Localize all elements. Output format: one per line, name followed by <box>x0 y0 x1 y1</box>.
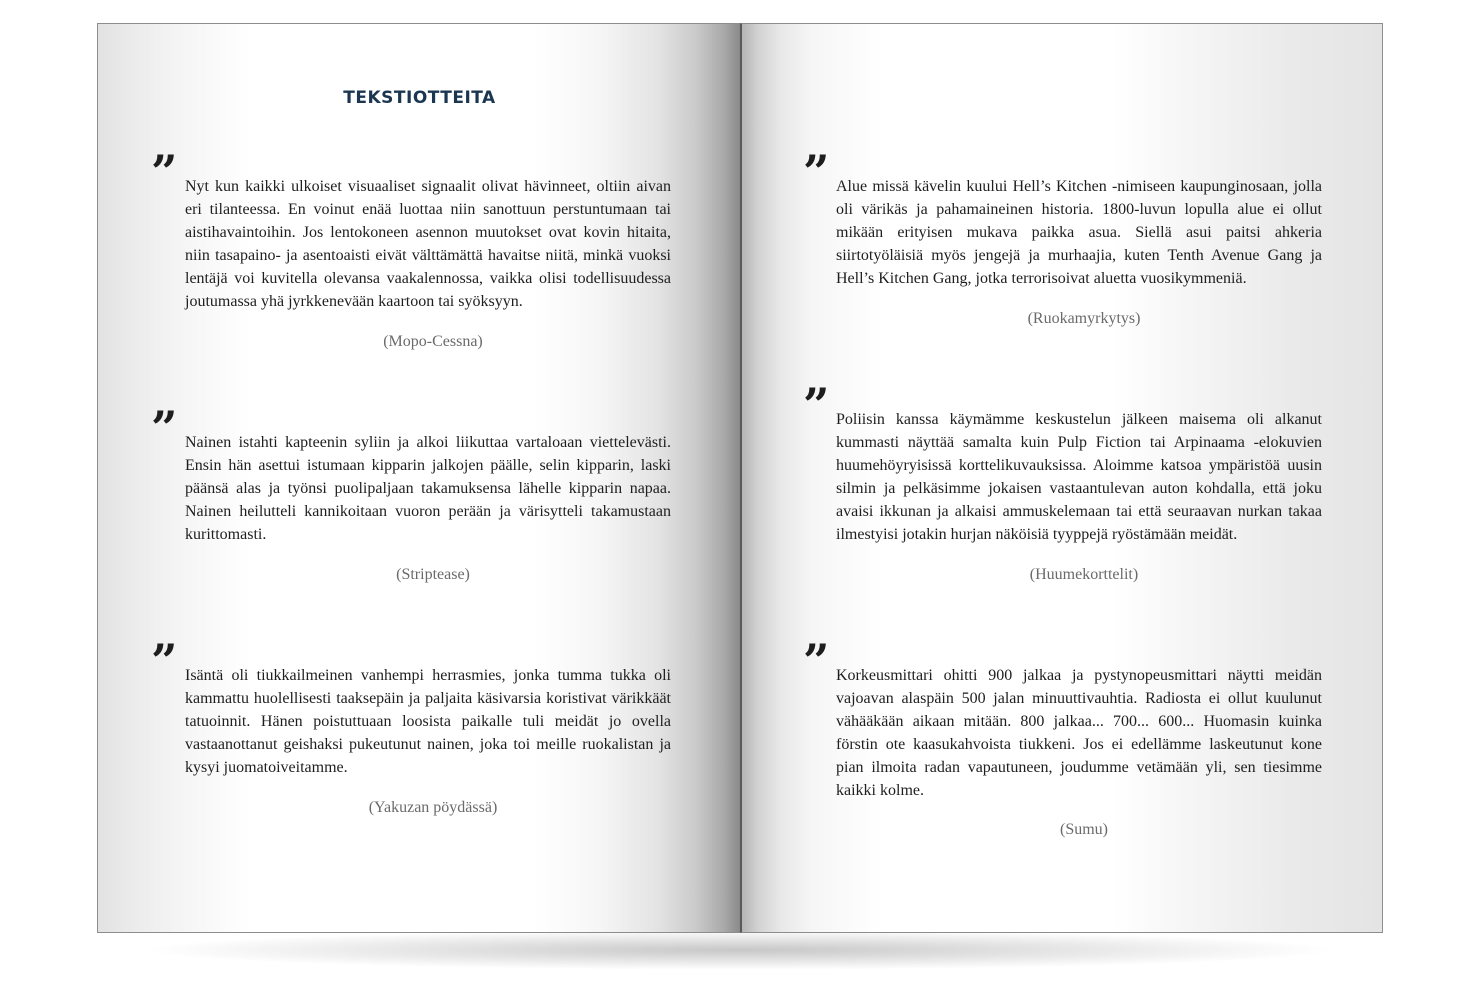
excerpt-text: Nainen istahti kapteenin syliin ja alkoi liikuttaa vartaloaan viettelevästi. Ensin hän asettui istumaan kipparin jalkojen päälle, selin kipparin, laski päänsä alas ja työnsi puolipaljaan takamuksensa lähelle kipparin napaa. Nainen heilutteli kannikoitaan vuoron perään ja värisytteli takamustaan kurittomasti. <box>185 434 671 543</box>
excerpt-source: (Huumekorttelit) <box>1029 566 1139 583</box>
right-page <box>740 23 1383 933</box>
left-page <box>97 23 740 933</box>
quote-mark-icon: ” <box>803 378 830 432</box>
quote-mark-icon: ” <box>803 145 830 199</box>
page-heading: TEKSTIOTTEITA <box>343 88 496 108</box>
excerpt-source: (Yakuzan pöydässä) <box>368 799 498 816</box>
quote-mark-icon: ” <box>803 634 830 688</box>
excerpt-text: Alue missä kävelin kuului Hell’s Kitchen -nimiseen kaupunginosaan, jolla oli värikäs ja pahamaineinen historia. 1800-luvun lopulla alue ei ollut mikään erityisen mukava paikka asua. Siellä asui paitsi ahkeria siirtotyöläisiä myös jengejä ja murhaajia, kuten Tenth Avenue Gang ja Hell’s Kitchen Gang, jotka terrorisoivat aluetta vuosikymmeniä. <box>836 178 1322 287</box>
excerpt-source: (Sumu) <box>1060 821 1108 838</box>
excerpt-text: Poliisin kanssa käymämme keskustelun jälkeen maisema oli alkanut kummasti näyttää samalta kuin Pulp Fiction tai Arpinaama -elokuvien huumehöyryisissä korttelikuvauksissa. Aloimme katsoa ympäristöä uusin silmin ja pelkäsimme jokaisen vastaantulevan auton kohdalla, että joku avaisi ikkunan ja alkaisi ammuskelemaan tai että seuraavan nurkan takaa ilmestyisi jotakin hurjan näköisiä tyyppejä ryöstämään meidät. <box>836 411 1322 543</box>
excerpt-source: (Mopo-Cessna) <box>383 333 483 350</box>
quote-mark-icon: ” <box>151 401 178 455</box>
quote-mark-icon: ” <box>151 634 178 688</box>
excerpt-source: (Ruokamyrkytys) <box>1027 310 1141 327</box>
excerpt-text: Isäntä oli tiukkailmeinen vanhempi herrasmies, jonka tumma tukka oli kammattu huolellisesti taaksepäin ja paljaita käsivarsia koristivat värikkäät tatuoinnit. Hänen poistuttuaan loosista paikalle tuli meidät jo ovella vastaanottanut geishaksi pukeutunut nainen, joka toi meille ruokalistan ja kysyi juomatoiveitamme. <box>185 667 671 776</box>
quote-mark-icon: ” <box>151 145 178 199</box>
excerpt-text: Korkeusmittari ohitti 900 jalkaa ja pystynopeusmittari näytti meidän vajoavan alaspäin 500 jalan minuuttivauhtia. Radiosta ei ollut kuulunut vähääkään aikaan mitään. 800 jalkaa... 700... 600... Huomasin kuinka förstin ote kaasukahvoista tiukkeni. Jos ei edellämme laskeutunut kone pian ilmoita radan vapautuneen, joudumme vetämään yli, sen tiesimme kaikki kolme. <box>836 667 1322 799</box>
excerpt-source: (Striptease) <box>396 566 470 583</box>
book-shadow <box>140 930 1340 970</box>
excerpt-text: Nyt kun kaikki ulkoiset visuaaliset signaalit olivat hävinneet, oltiin aivan eri tilanteessa. En voinut enää luottaa niin sanottuun perstuntumaan tai aistihavaintoihin. Jos lentokoneen asennon muutokset ovat kovin hitaita, niin tasapaino- ja asentoaisti eivät välttämättä havaitse niitä, minkä vuoksi lentäjä voi kuvitella olevansa vaakalennossa, vaikka olisi todellisuudessa joutumassa yhä jyrkkenevään kaartoon tai syöksyyn. <box>185 178 671 310</box>
